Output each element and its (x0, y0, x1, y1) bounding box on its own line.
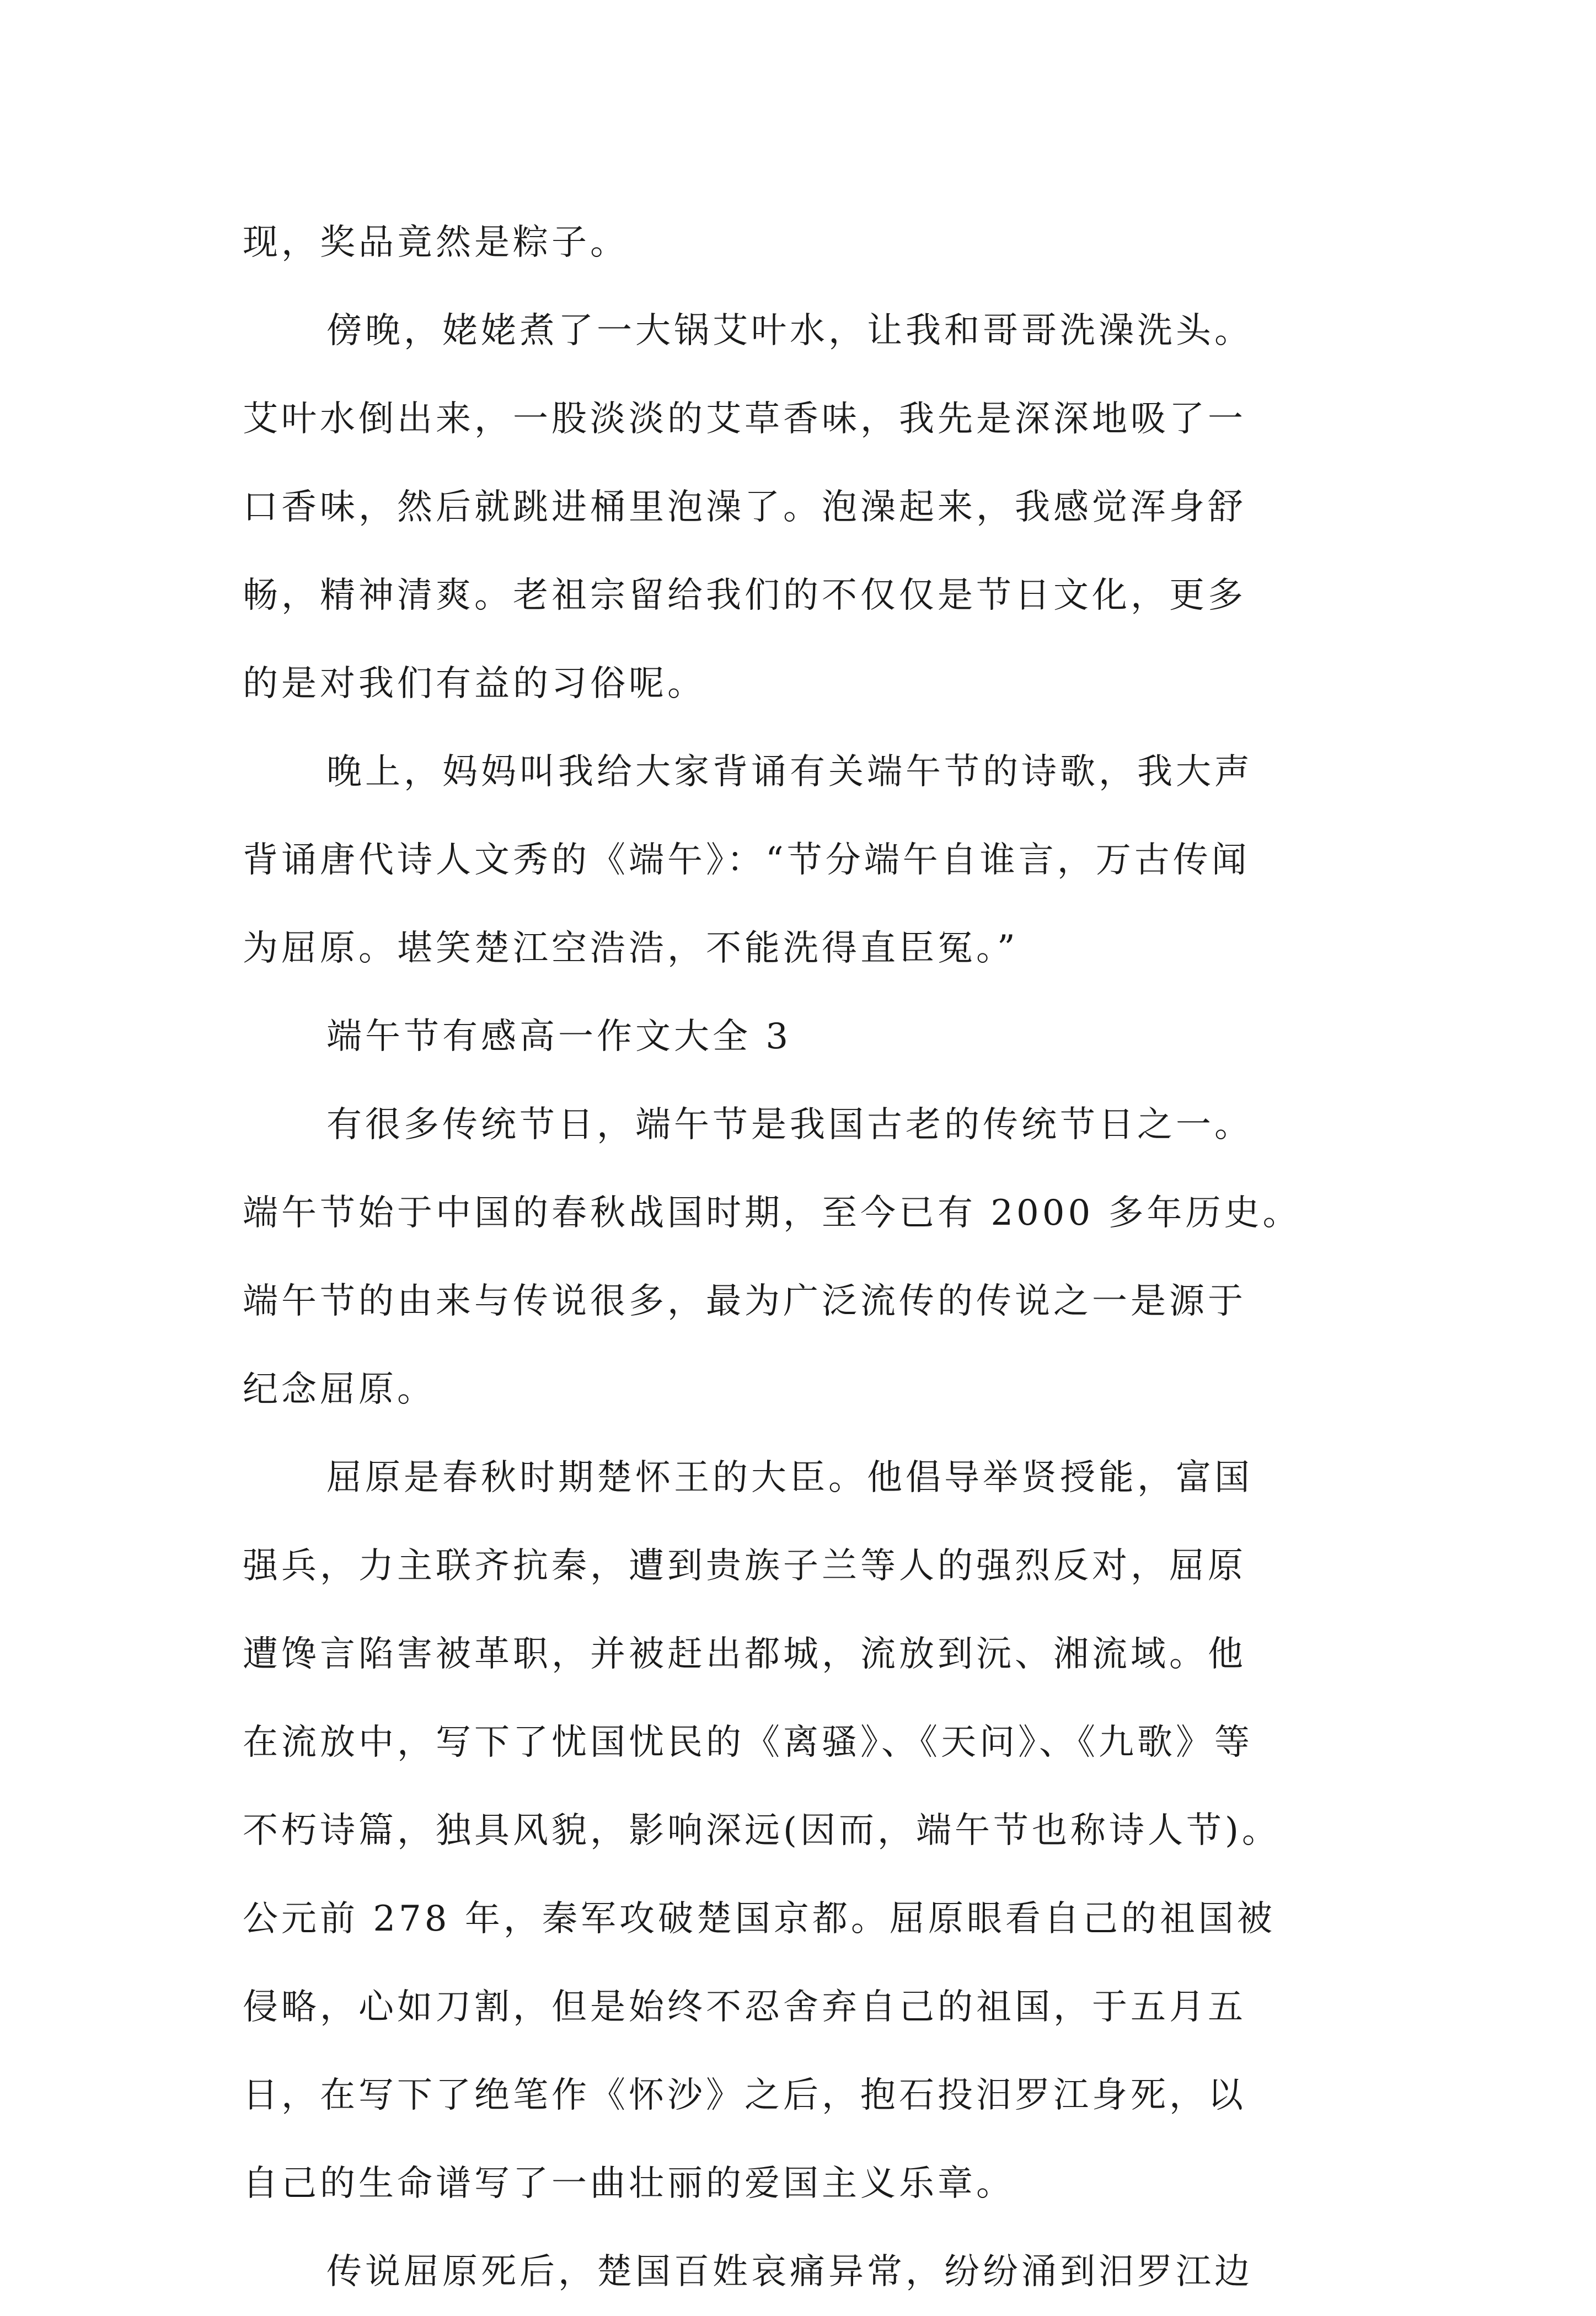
text-line: 晚上，妈妈叫我给大家背诵有关端午节的诗歌，我大声 (326, 752, 1253, 792)
text-line: 强兵，力主联齐抗秦，遭到贵族子兰等人的强烈反对，屈原 (243, 1546, 1246, 1586)
text-line: 不朽诗篇，独具风貌，影响深远(因而，端午节也称诗人节)。 (243, 1810, 1281, 1851)
text-line: 端午节的由来与传说很多，最为广泛流传的传说之一是源于 (243, 1281, 1246, 1322)
text-line: 遭馋言陷害被革职，并被赶出都城，流放到沅、湘流域。他 (243, 1634, 1246, 1675)
text-line: 现，奖品竟然是粽子。 (243, 222, 629, 263)
text-line: 屈原是春秋时期楚怀王的大臣。他倡导举贤授能，富国 (326, 1457, 1253, 1498)
text-line: 自己的生命谱写了一曲壮丽的爱国主义乐章。 (243, 2163, 1015, 2204)
text-line: 在流放中，写下了忧国忧民的《离骚》、《天问》、《九歌》等 (243, 1722, 1253, 1763)
document-body (243, 199, 1395, 2316)
text-line: 有很多传统节日，端午节是我国古老的传统节日之一。 (326, 1105, 1253, 1145)
section-heading: 端午节有感高一作文大全 3 (326, 1016, 792, 1057)
text-line: 日，在写下了绝笔作《怀沙》之后，抱石投汨罗江身死，以 (243, 2075, 1246, 2116)
text-line: 背诵唐代诗人文秀的《端午》：“节分端午自谁言，万古传闻 (243, 840, 1250, 881)
text-line: 传说屈原死后，楚国百姓哀痛异常，纷纷涌到汨罗江边 (326, 2251, 1253, 2292)
text-line: 公元前 278 年，秦军攻破楚国京都。屈原眼看自己的祖国被 (243, 1899, 1276, 1939)
text-line: 为屈原。堪笑楚江空浩浩，不能洗得直臣冤。” (243, 928, 1019, 969)
text-line: 傍晚，姥姥煮了一大锅艾叶水，让我和哥哥洗澡洗头。 (326, 310, 1253, 351)
text-line: 的是对我们有益的习俗呢。 (243, 663, 706, 704)
text-line: 畅，精神清爽。老祖宗留给我们的不仅仅是节日文化，更多 (243, 575, 1246, 616)
text-line: 端午节始于中国的春秋战国时期，至今已有 2000 多年历史。 (243, 1193, 1302, 1234)
text-line: 纪念屈原。 (243, 1369, 436, 1410)
text-line: 侵略，心如刀割，但是始终不忍舍弃自己的祖国，于五月五 (243, 1987, 1246, 2028)
text-line: 艾叶水倒出来，一股淡淡的艾草香味，我先是深深地吸了一 (243, 399, 1246, 439)
text-line: 口香味，然后就跳进桶里泡澡了。泡澡起来，我感觉浑身舒 (243, 487, 1246, 528)
